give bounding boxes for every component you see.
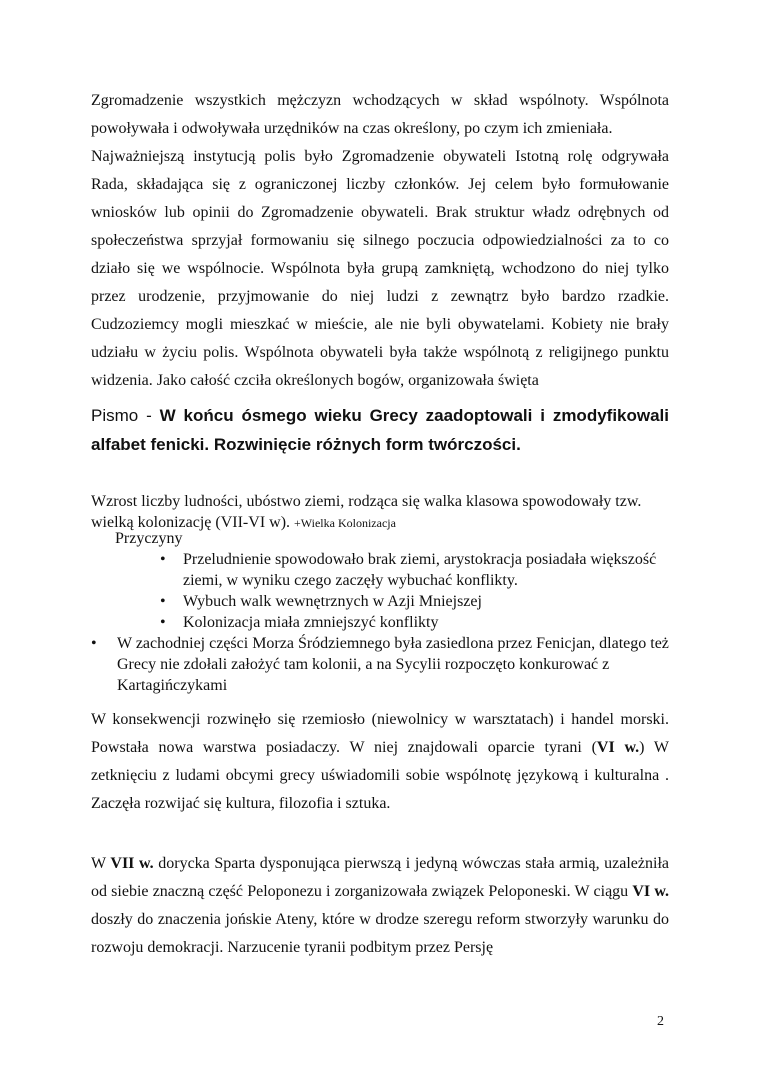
paragraph-polis: Najważniejszą instytucją polis było Zgromadzenie obywateli Istotną rolę odgrywała Rada, składająca się z ograniczonej liczby członków. Jej celem było formułowanie wniosków lub opinii do Zgromadzenie obywateli. Brak struktur władz odrębnych od społeczeństwa sprzyjał formowaniu się silnego poczucia odpowiedzialności za to co działo się we wspólnocie. Wspólnota była grupą zamkniętą, wchodzono do niej tylko przez urodzenie, przyjmowanie do niej ludzi z zewnątrz było bardzo rzadkie. Cudzoziemcy mogli mieszkać w mieście, ale nie byli obywatelami. Kobiety nie brały udziału w życiu polis. Wspólnota obywateli była także wspólnotą z religijnego punktu widzenia. Jako całość czciła określonych bogów, organizowała święta (91, 148, 669, 389)
paragraph-konsekwencje: W konsekwencji rozwinęło się rzemiosło (niewolnicy w warsztatach) i handel morski. Powstała nowa warstwa posiadaczy. W niej znajdowali oparcie tyrani (VI w.) W zetknięciu z ludami obcymi grecy uświadomili sobie wspólnotę językową i kulturalna . Zaczęła rozwijać się kultura, filozofia i sztuka. (91, 711, 670, 812)
list-item: • Przeludnienie spowodowało brak ziemi, arystokracja posiadała większość ziemi, w wyniku czego zaczęły wybuchać konflikty. (160, 551, 657, 589)
bullet-icon: • (160, 551, 166, 568)
list-item: • W zachodniej części Morza Śródziemnego była zasiedlona przez Fenicjan, dlatego też Grecy nie zdołali założyć tam kolonii, a na Sycylii rozpoczęto konkurować z Kartagińczykami (91, 635, 669, 694)
bullet-icon: • (160, 593, 166, 610)
bullet-icon: • (91, 635, 97, 652)
pismo-label: Pismo - (91, 406, 160, 425)
pismo-bold-text: W końcu ósmego wieku Grecy zaadoptowali i zmodyfikowali alfabet fenicki. Rozwinięcie różnych form twórczości. (91, 406, 670, 454)
wzrost-note: +Wielka Kolonizacja (294, 516, 396, 530)
list-item: • Kolonizacja miała zmniejszyć konflikty (160, 614, 439, 631)
list-item: • Wybuch walk wewnętrznych w Azji Mniejszej (160, 593, 482, 610)
page-number: 2 (657, 1014, 664, 1029)
paragraph-zgromadzenie: Zgromadzenie wszystkich mężczyzn wchodzących w skład wspólnoty. Wspólnota powoływała i odwoływała urzędników na czas określony, po czym ich zmieniała. (91, 92, 669, 137)
zachod-list (91, 633, 681, 696)
przyczyny-list (160, 549, 660, 633)
paragraph-pismo (91, 401, 669, 459)
paragraph-sparta: W VII w. dorycka Sparta dysponująca pierwszą i jedyną wówczas stała armią, uzależniła od siebie znaczną część Peloponezu i zorganizowała związek Peloponeski. W ciągu VI w. doszły do znaczenia jońskie Ateny, które w drodze szeregu reform stworzyły warunku do rozwoju demokracji. Narzucenie tyranii podbitym przez Persję (91, 855, 670, 956)
przyczyny-heading: Przyczyny (115, 530, 183, 547)
wzrost-text: Wzrost liczby ludności, ubóstwo ziemi, rodząca się walka klasowa spowodowały tzw. wielką kolonizację (VII-VI w). (91, 493, 642, 531)
bullet-icon: • (160, 614, 166, 631)
